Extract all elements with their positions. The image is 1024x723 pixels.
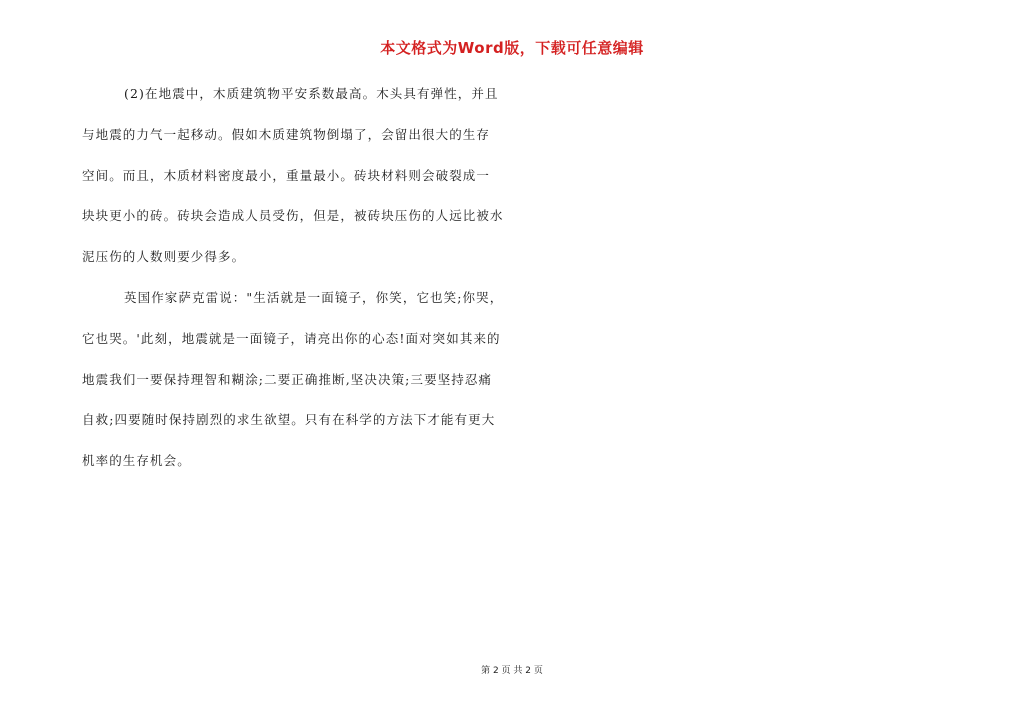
paragraph-line: 地震我们一要保持理智和糊涂;二要正确推断,坚决决策;三要坚持忍痛 xyxy=(82,371,493,387)
paragraph-line: 空间。而且，木质材料密度最小，重量最小。砖块材料则会破裂成一 xyxy=(82,167,491,183)
paragraph-line: 自救;四要随时保持剧烈的求生欲望。只有在科学的方法下才能有更大 xyxy=(82,412,496,428)
paragraph-line: 与地震的力气一起移动。假如木质建筑物倒塌了，会留出很大的生存 xyxy=(82,126,491,142)
paragraph-line: 英国作家萨克雷说："生活就是一面镜子，你笑，它也笑;你哭， xyxy=(124,289,504,305)
paragraph-line: (2)在地震中，木质建筑物平安系数最高。木头具有弹性，并且 xyxy=(124,86,499,101)
document-body xyxy=(82,84,522,492)
page-number-footer: 第 2 页 共 2 页 xyxy=(481,666,543,676)
paragraph-line: 块块更小的砖。砖块会造成人员受伤，但是，被砖块压伤的人远比被水 xyxy=(82,208,504,224)
paragraph-line: 它也哭。'此刻，地震就是一面镜子，请亮出你的心态!面对突如其来的 xyxy=(82,330,501,346)
page-header-title: 本文格式为Word版，下载可任意编辑 xyxy=(380,39,644,57)
paragraph-line: 泥压伤的人数则要少得多。 xyxy=(82,249,246,265)
paragraph-line: 机率的生存机会。 xyxy=(82,453,191,469)
